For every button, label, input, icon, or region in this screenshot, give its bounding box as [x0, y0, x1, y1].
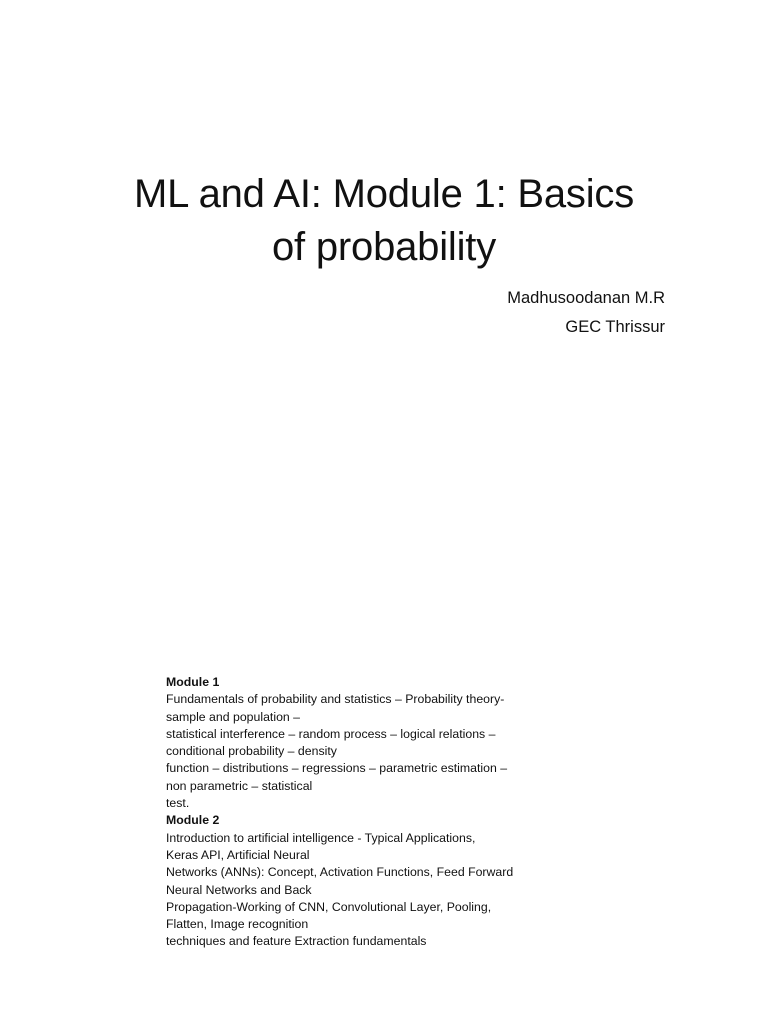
module-2-line: Introduction to artificial intelligence - Typical Applications, [166, 830, 476, 845]
module-1-line: sample and population – [166, 709, 300, 724]
module-2-heading: Module 2 [166, 813, 220, 828]
module-1-line: conditional probability – density [166, 744, 337, 759]
module-1-line: non parametric – statistical [166, 778, 313, 793]
module-2-line: Neural Networks and Back [166, 882, 312, 897]
syllabus-block [166, 674, 586, 951]
title-line-2: of probability [272, 225, 496, 269]
author-name: Madhusoodanan M.R [507, 289, 665, 307]
module-2-line: techniques and feature Extraction fundamentals [166, 934, 427, 949]
module-1-line: test. [166, 796, 190, 811]
module-2-line: Keras API, Artificial Neural [166, 847, 310, 862]
module-1-line: Fundamentals of probability and statistics – Probability theory- [166, 692, 505, 707]
author-institution: GEC Thrissur [565, 318, 665, 336]
title-line-1: ML and AI: Module 1: Basics [133, 172, 635, 216]
module-1-line: function – distributions – regressions – parametric estimation – [166, 761, 508, 776]
module-1-heading: Module 1 [166, 675, 220, 689]
page-title [60, 168, 708, 274]
module-2-line: Propagation-Working of CNN, Convolutional Layer, Pooling, [166, 899, 492, 914]
module-2-line: Networks (ANNs): Concept, Activation Functions, Feed Forward [166, 865, 514, 880]
module-1-line: statistical interference – random process – logical relations – [166, 726, 496, 741]
module-2-line: Flatten, Image recognition [166, 917, 309, 932]
author-block [507, 284, 665, 342]
